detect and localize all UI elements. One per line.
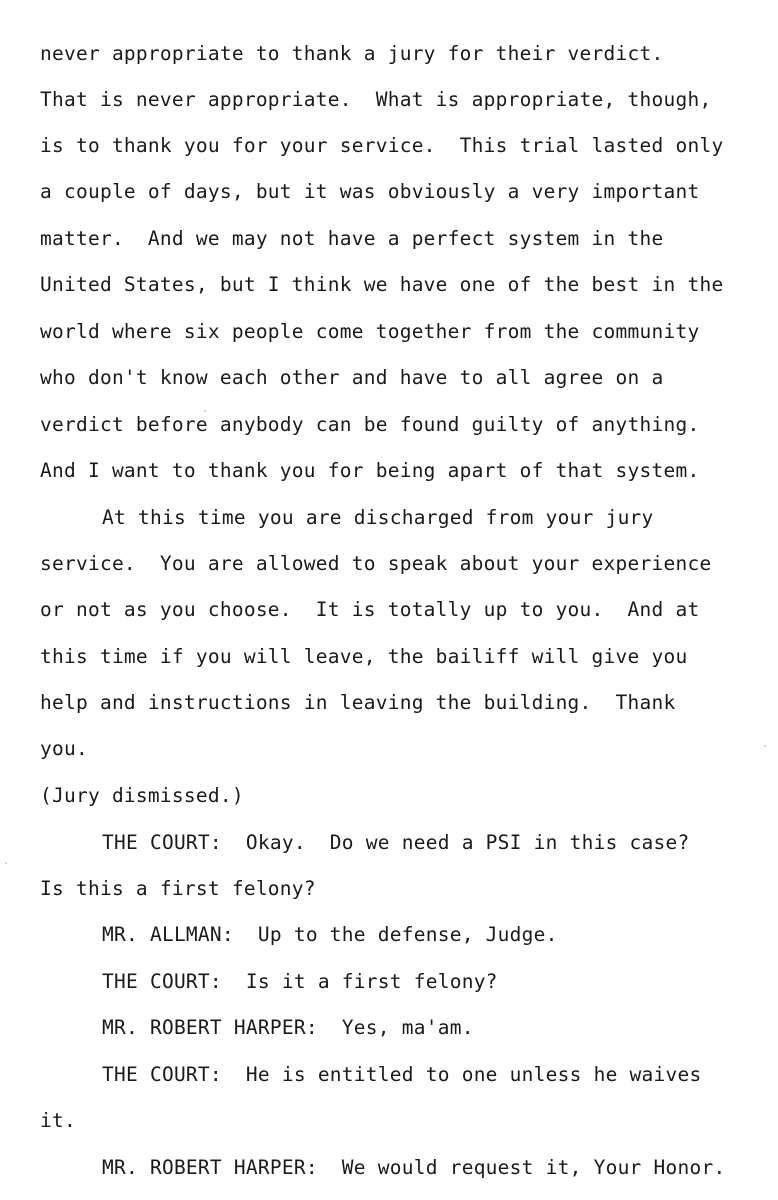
- transcript-line: help and instructions in leaving the building. Thank: [40, 691, 676, 714]
- transcript-line: That is never appropriate. What is appropriate, though,: [40, 88, 712, 111]
- scan-speck: [764, 745, 766, 747]
- transcript-line: THE COURT: Okay. Do we need a PSI in this case?: [102, 831, 690, 854]
- transcript-line: it.: [40, 1109, 76, 1132]
- transcript-line: THE COURT: He is entitled to one unless he waives: [102, 1063, 702, 1086]
- transcript-line: or not as you choose. It is totally up to you. And at: [40, 598, 700, 621]
- transcript-line: world where six people come together from the community: [40, 320, 700, 343]
- transcript-line: service. You are allowed to speak about your experience: [40, 552, 712, 575]
- transcript-line: you.: [40, 737, 88, 760]
- transcript-line: MR. ROBERT HARPER: Yes, ma'am.: [102, 1016, 474, 1039]
- transcript-line: United States, but I think we have one of the best in the: [40, 273, 724, 296]
- transcript-line: (Jury dismissed.): [40, 784, 244, 807]
- transcript-line: verdict before anybody can be found guilty of anything.: [40, 413, 700, 436]
- transcript-line: Is this a first felony?: [40, 877, 316, 900]
- transcript-line: is to thank you for your service. This trial lasted only: [40, 134, 724, 157]
- transcript-line: MR. ALLMAN: Up to the defense, Judge.: [102, 923, 558, 946]
- transcript-line: never appropriate to thank a jury for their verdict.: [40, 42, 664, 65]
- transcript-line: MR. ROBERT HARPER: We would request it, Your Honor.: [102, 1156, 726, 1179]
- transcript-line: a couple of days, but it was obviously a very important: [40, 180, 700, 203]
- transcript-line: At this time you are discharged from your jury: [102, 506, 654, 529]
- transcript-line: this time if you will leave, the bailiff will give you: [40, 645, 688, 668]
- transcript-line: And I want to thank you for being apart of that system.: [40, 459, 700, 482]
- scan-speck: [5, 862, 7, 864]
- transcript-line: matter. And we may not have a perfect system in the: [40, 227, 664, 250]
- transcript-line: THE COURT: Is it a first felony?: [102, 970, 498, 993]
- transcript-line: who don't know each other and have to all agree on a: [40, 366, 664, 389]
- scan-speck: [204, 410, 206, 412]
